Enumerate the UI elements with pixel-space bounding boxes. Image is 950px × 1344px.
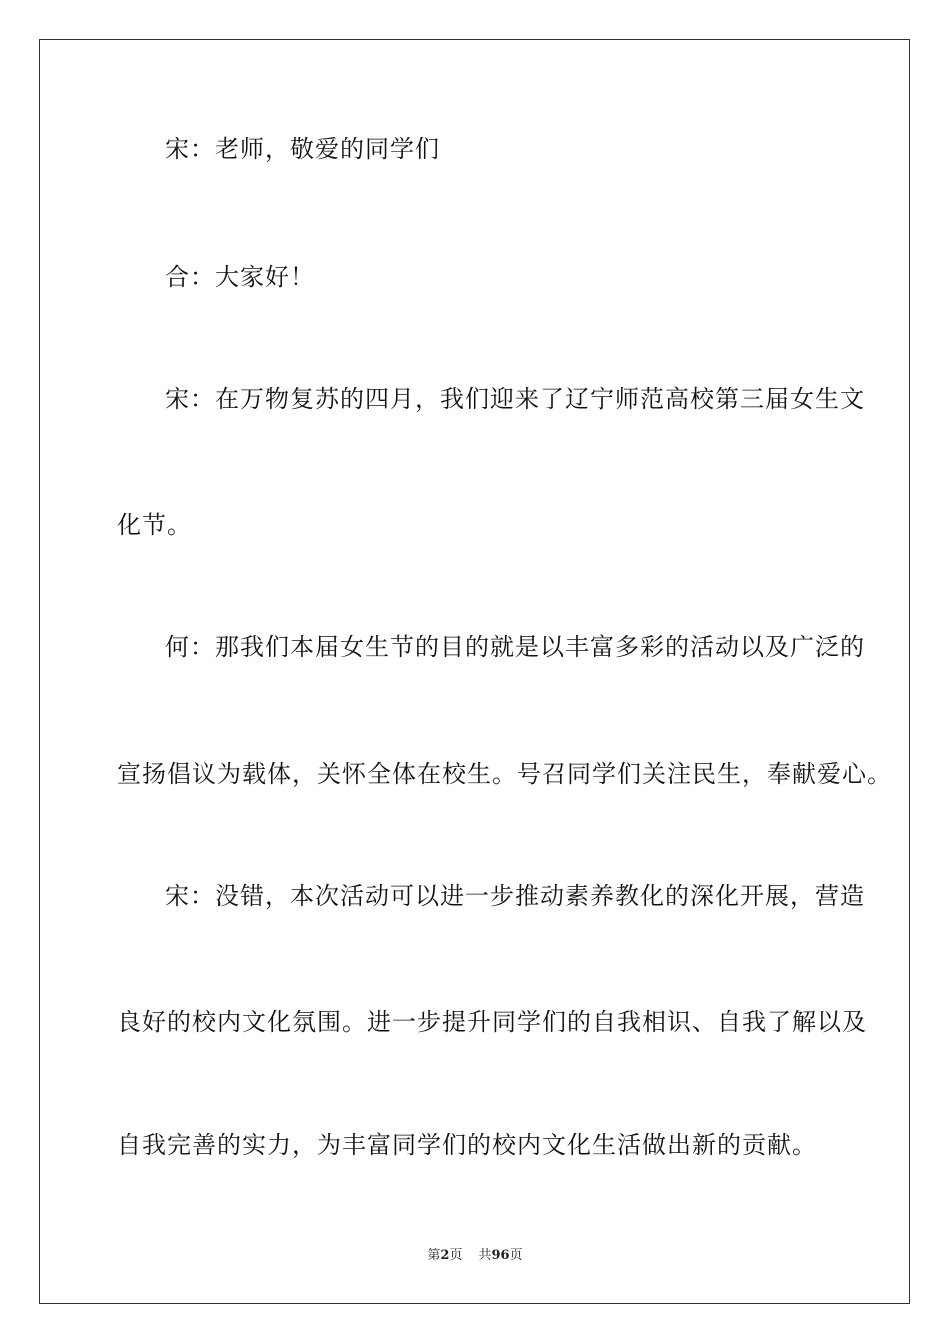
page-number: 2 [440,1248,450,1263]
paragraph-line-9: 自我完善的实力，为丰富同学们的校内文化生活做出新的贡献。 [117,1131,817,1159]
paragraph-line-6: 宣扬倡议为载体，关怀全体在校生。号召同学们关注民生，奉献爱心。 [117,760,892,788]
paragraph-line-4: 化节。 [117,511,192,539]
paragraph-line-3: 宋：在万物复苏的四月，我们迎来了辽宁师范高校第三届女生文 [165,385,865,413]
paragraph-line-7: 宋：没错，本次活动可以进一步推动素养教化的深化开展，营造 [165,882,865,910]
page-prefix: 第 [427,1248,441,1263]
total-prefix: 共 [478,1248,492,1263]
total-pages: 96 [491,1248,510,1263]
paragraph-line-1: 宋：老师，敬爱的同学们 [165,135,440,163]
page-footer [0,1247,950,1265]
page-suffix: 页 [449,1248,463,1263]
paragraph-line-2: 合：大家好！ [165,263,315,291]
total-suffix: 页 [509,1248,523,1263]
page-border [39,39,910,1304]
paragraph-line-8: 良好的校内文化氛围。进一步提升同学们的自我相识、自我了解以及 [117,1008,867,1036]
paragraph-line-5: 何：那我们本届女生节的目的就是以丰富多彩的活动以及广泛的 [165,633,865,661]
